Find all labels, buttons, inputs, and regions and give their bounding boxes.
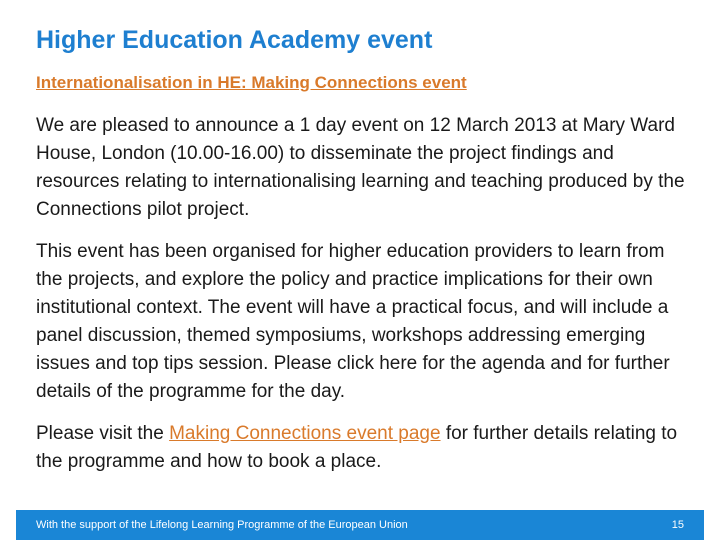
- event-description-paragraph: This event has been organised for higher education providers to learn from the projects, and explore the policy and practice implications for their own institutional context. The event will have a practical focus, and will include a panel discussion, themed symposiums, workshops addressing emerging issues and top tips session. Please click here for the agenda and for further details of the programme for the day.: [36, 241, 670, 402]
- page-number: 15: [671, 519, 684, 531]
- announcement-paragraph: We are pleased to announce a 1 day event on 12 March 2013 at Mary Ward House, London (10.00-16.00) to disseminate the project findings and resources relating to internationalising learning and teaching produced by the Connections pilot project.: [36, 115, 685, 220]
- footer-support-text: With the support of the Lifelong Learning Programme of the European Union: [36, 519, 408, 531]
- slide-title: Higher Education Academy event: [36, 26, 433, 54]
- footer-bar: [16, 510, 704, 540]
- visit-page-paragraph: [36, 420, 696, 476]
- visit-text-after: for further details relating to the programme and how to book a place.: [36, 423, 678, 472]
- event-title-link[interactable]: Internationalisation in HE: Making Connections event: [36, 73, 467, 92]
- visit-text-before: Please visit the: [36, 423, 170, 444]
- event-page-link[interactable]: Making Connections event page: [169, 423, 441, 444]
